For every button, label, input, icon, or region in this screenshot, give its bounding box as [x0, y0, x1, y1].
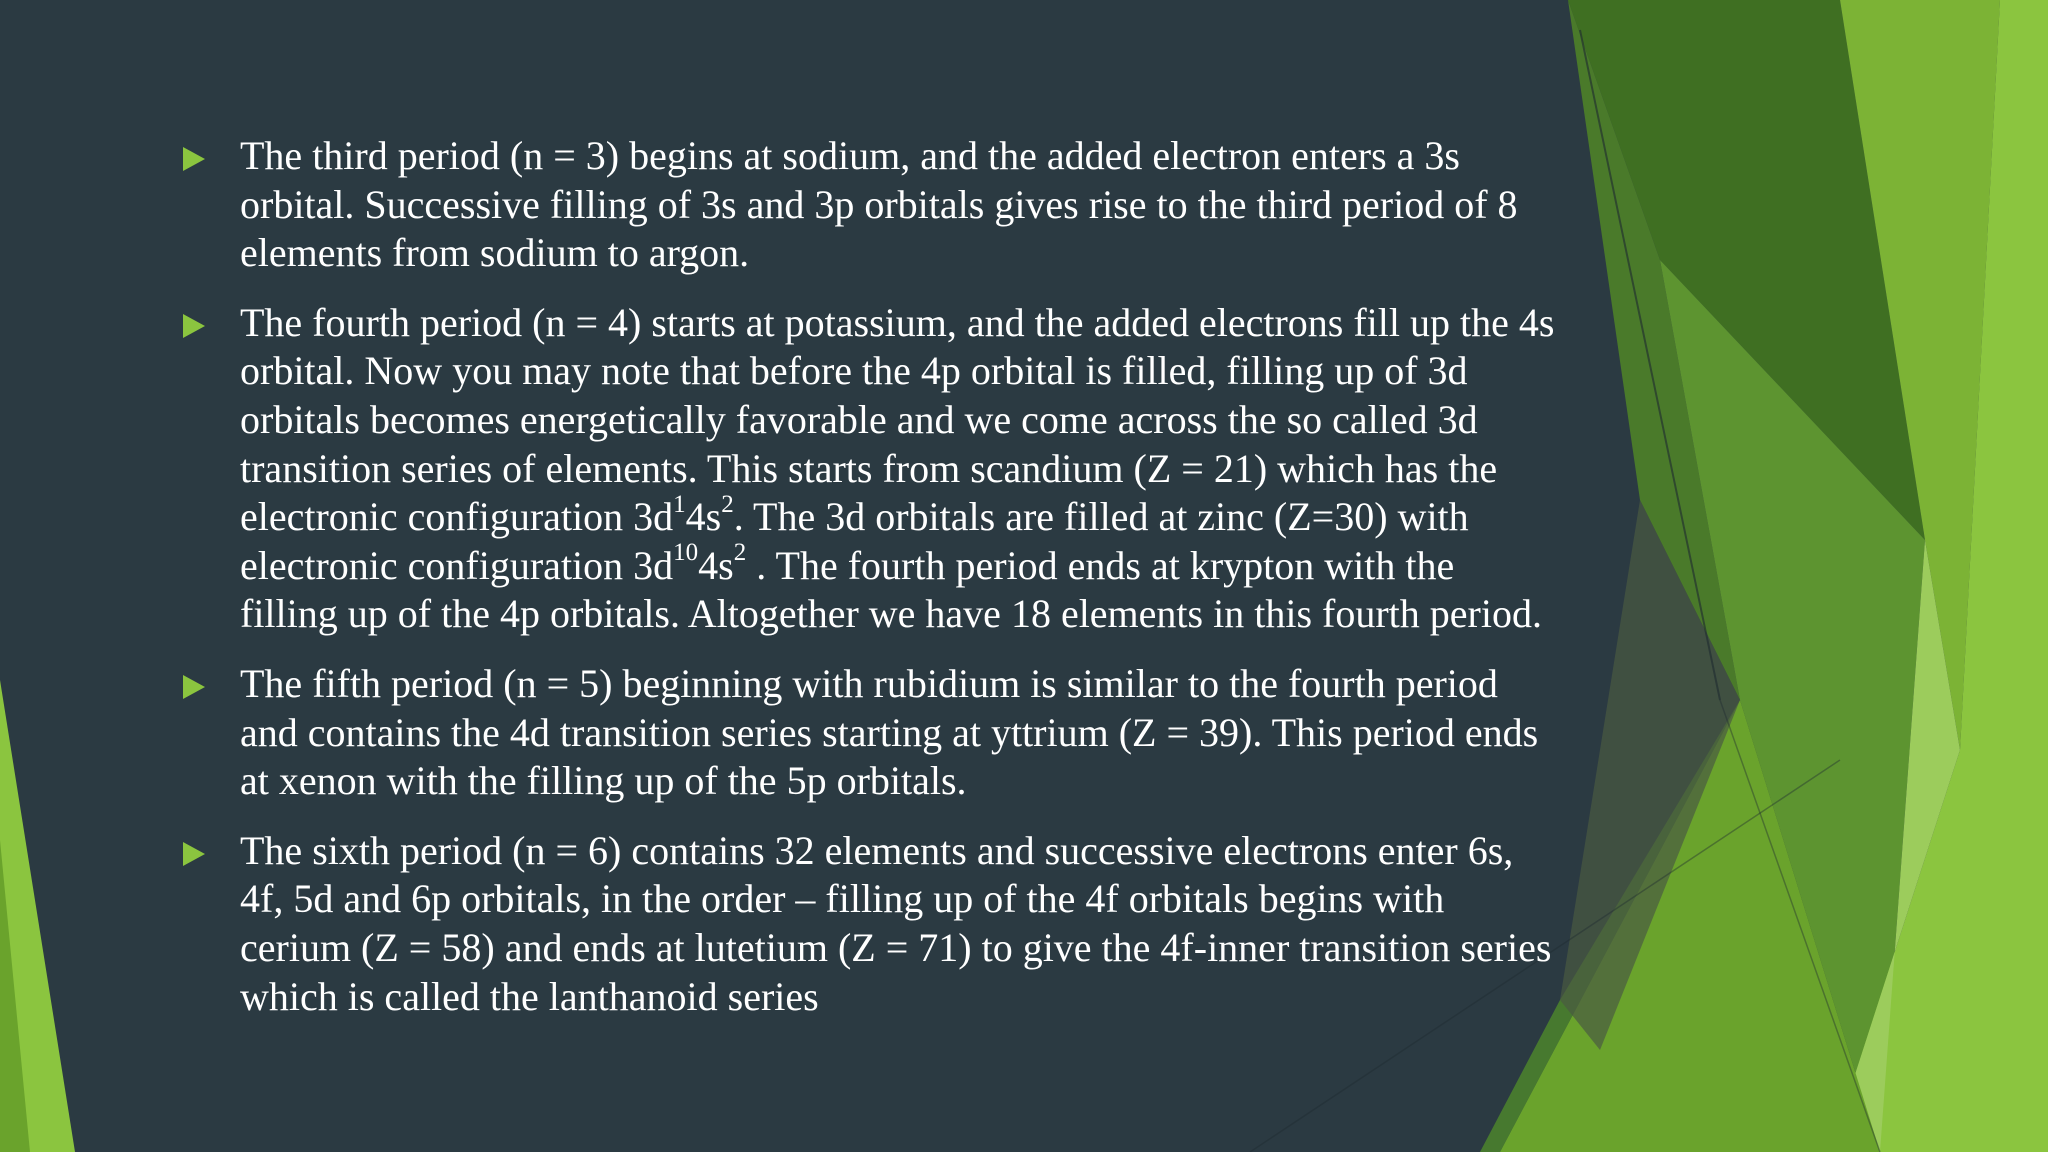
triangle-right-icon: [183, 842, 205, 866]
bullet-fourth-period: [180, 299, 1560, 639]
bullet-third-period: [180, 132, 1560, 278]
bullet-list: [180, 132, 1560, 1042]
bullet-text: The third period (n = 3) begins at sodium, and the added electron enters a 3s orbital. Successive filling of 3s and 3p orbitals gives rise to the third period of 8 elements from sodium to argon.: [240, 133, 1518, 276]
triangle-right-icon: [183, 314, 205, 338]
bullet-text: The fourth period (n = 4) starts at potassium, and the added electrons fill up the 4s orbital. Now you may note that before the 4p orbital is filled, filling up of 3d orbitals becomes energetically favorable and we come across the so called 3d transition series of elements. This starts from scandium (Z = 21) which has the electronic configuration $3d^14s^2$. The 3d orbitals are filled at zinc (Z=30) with electronic configuration $3d^{10}4s^2$ . The fourth period ends at krypton with the filling up of the 4p orbitals. Altogether we have 18 elements in this fourth period.: [240, 299, 1555, 637]
bullet-text: The fifth period (n = 5) beginning with rubidium is similar to the fourth period and contains the 4d transition series starting at yttrium (Z = 39). This period ends at xenon with the filling up of the 5p orbitals.: [240, 660, 1539, 804]
triangle-right-icon: [183, 147, 205, 171]
triangle-right-icon: [183, 675, 205, 699]
bullet-text: The sixth period (n = 6) contains 32 elements and successive electrons enter 6s, 4f, 5d and 6p orbitals, in the order – filling up of the 4f orbitals begins with cerium (Z = 58) and ends at lutetium (Z = 71) to give the 4f-inner transition series which is called the lanthanoid series: [240, 827, 1552, 1019]
bullet-fifth-period: [180, 660, 1560, 806]
bullet-sixth-period: [180, 827, 1560, 1021]
